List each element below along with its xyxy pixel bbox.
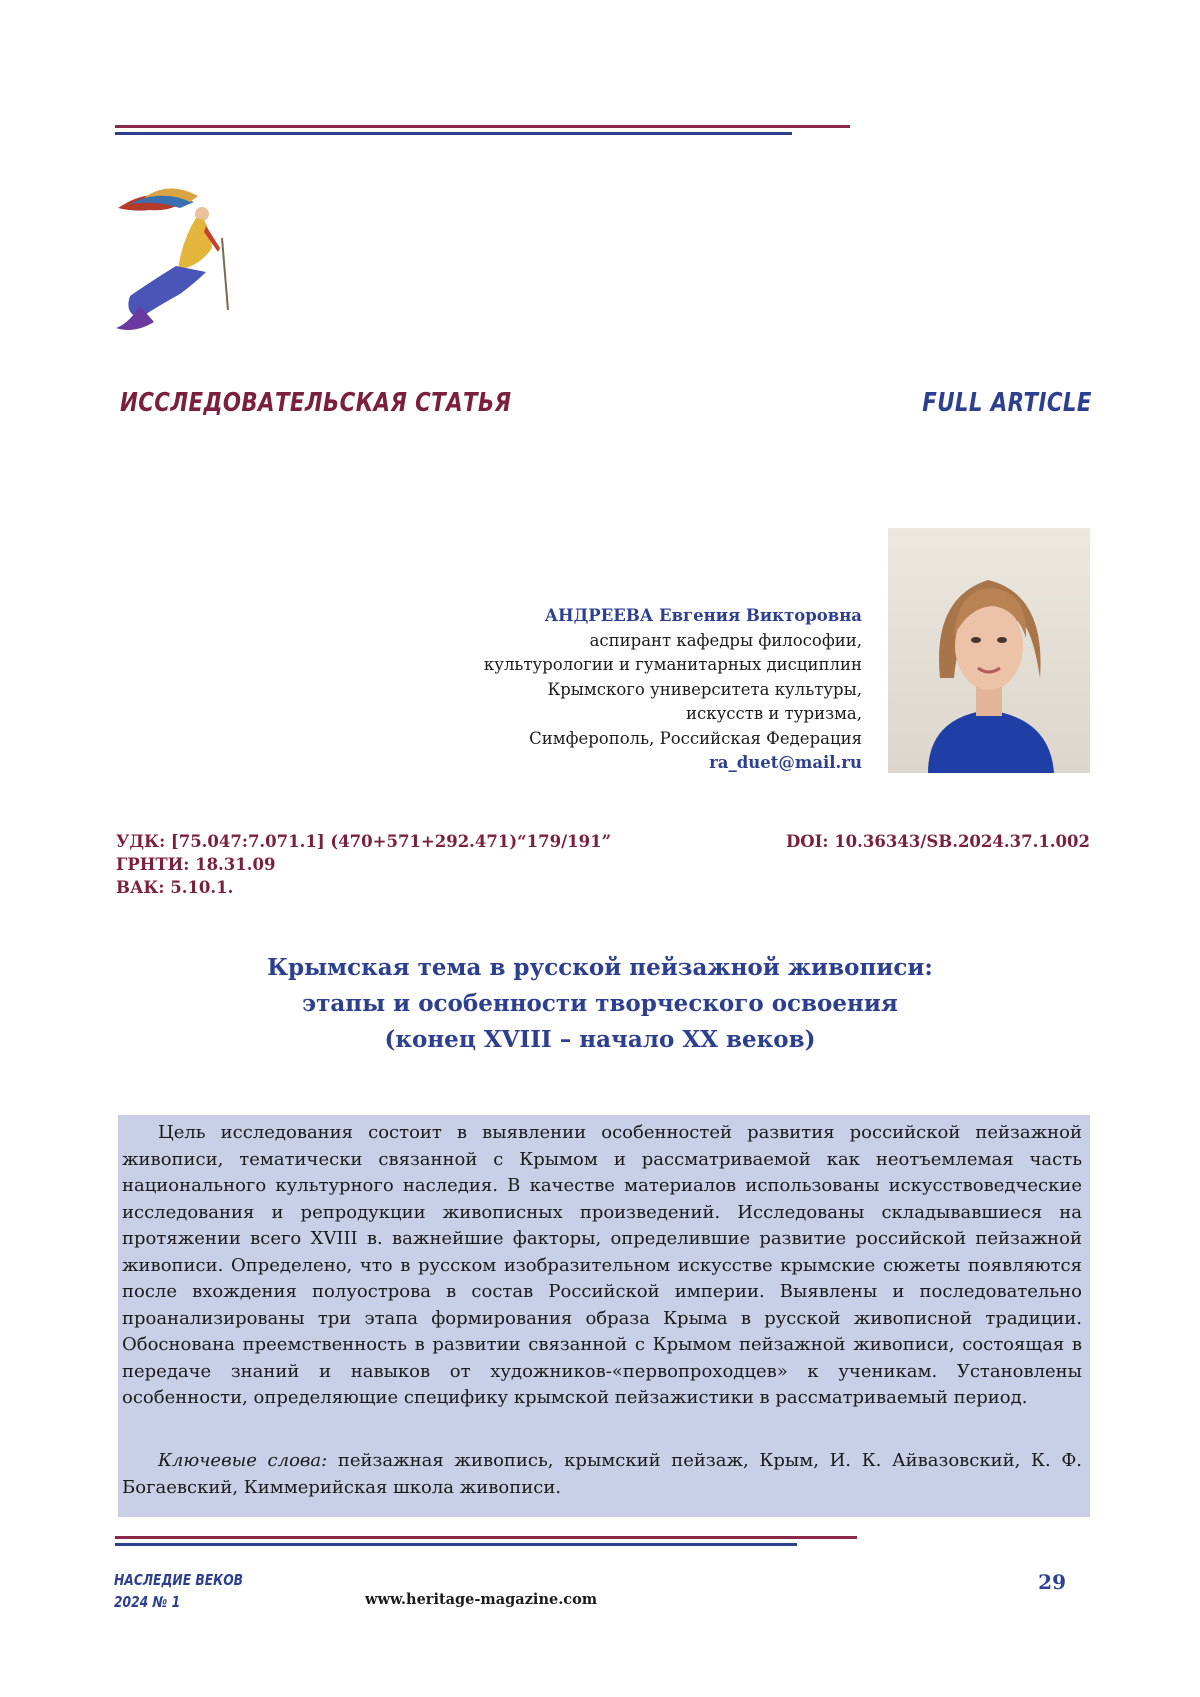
keywords-label: Ключевые слова: xyxy=(158,1450,328,1471)
keywords xyxy=(122,1448,1082,1501)
bottom-rule-navy xyxy=(115,1543,797,1546)
journal-issue: 2024 № 1 xyxy=(114,1593,181,1611)
vak-code: ВАК: 5.10.1. xyxy=(116,878,234,897)
affiliation-line: Крымского университета культуры, xyxy=(547,679,862,699)
grnti-code: ГРНТИ: 18.31.09 xyxy=(116,855,276,874)
section-label-en: FULL ARTICLE xyxy=(922,388,1092,418)
title-line: этапы и особенности творческого освоения xyxy=(302,990,898,1017)
article-title xyxy=(150,950,1050,1058)
section-label-ru: ИССЛЕДОВАТЕЛЬСКАЯ СТАТЬЯ xyxy=(120,388,512,418)
author-email[interactable]: ra_duet@mail.ru xyxy=(709,753,862,772)
journal-url[interactable]: www.heritage-magazine.com xyxy=(365,1591,598,1608)
affiliation-line: культурологии и гуманитарных дисциплин xyxy=(483,655,862,674)
top-rule-maroon xyxy=(115,125,850,128)
top-rule-navy xyxy=(115,132,792,135)
keywords-text: пейзажная живопись, крымский пейзаж, Крым, И. К. Айвазовский, К. Ф. Богаевский, Киммерийская школа живописи. xyxy=(122,1450,1083,1498)
abstract-text: Цель исследования состоит в выявлении особенностей развития российской пейзажной живописи, тематически связанной с Крымом и рассматриваемой как неотъемлемая часть национального культурного наследия. В качестве материалов использованы искусствоведческие исследования и репродукции живописных произведений. Исследованы складывавшиеся на протяжении всего XVIII в. важнейшие факторы, определившие развитие российской пейзажной живописи. Определено, что в русском изобразительном искусстве крымские сюжеты появляются после вхождения полуострова в состав Российской империи. Выявлены и последовательно проанализированы три этапа формирования образа Крыма в русской живописной традиции. Обоснована преемственность в развитии связанной с Крымом пейзажной живописи, состоящая в передаче знаний и навыков от художников-«первопроходцев» к ученикам. Установлены особенности, определяющие специфику крымской пейзажистики в рассматриваемый период. xyxy=(122,1122,1082,1408)
udk-code: УДК: [75.047:7.071.1] (470+571+292.471)“179/191” xyxy=(116,832,612,851)
page-number: 29 xyxy=(1038,1570,1066,1594)
author-surname: АНДРЕЕВА xyxy=(544,606,654,625)
author-portrait-icon xyxy=(888,528,1090,773)
title-line: Крымская тема в русской пейзажной живописи: xyxy=(267,954,933,981)
affiliation-line: Симферополь, Российская Федерация xyxy=(529,728,862,748)
affiliation-line: искусств и туризма, xyxy=(686,704,862,723)
bottom-rule-maroon xyxy=(115,1536,857,1539)
title-line: (конец XVIII – начало XX веков) xyxy=(384,1026,816,1053)
classification-codes xyxy=(116,830,611,899)
journal-name: НАСЛЕДИЕ ВЕКОВ xyxy=(114,1571,244,1589)
affiliation-line: аспирант кафедры философии, xyxy=(589,630,862,650)
footer-journal xyxy=(114,1569,243,1613)
author-name xyxy=(342,604,862,629)
angel-icon xyxy=(110,178,240,346)
doi[interactable]: DOI: 10.36343/SB.2024.37.1.002 xyxy=(785,832,1090,851)
author-given-names: Евгения Викторовна xyxy=(653,606,862,625)
author-block xyxy=(342,604,862,776)
